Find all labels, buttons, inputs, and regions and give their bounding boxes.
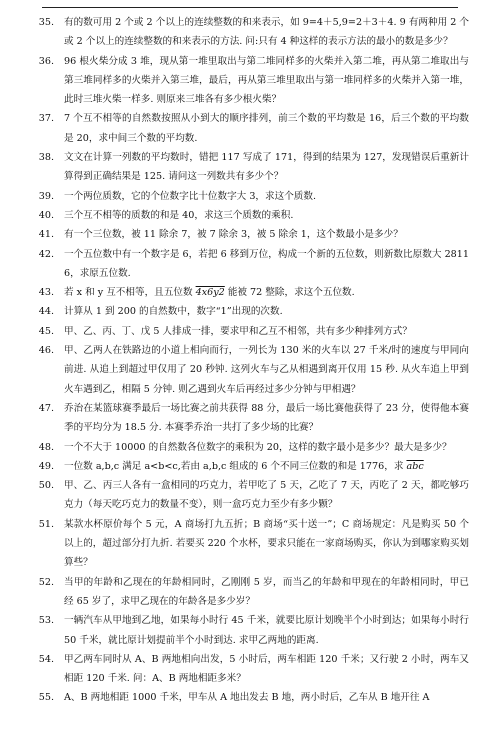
problem-number: 43. [38, 287, 54, 299]
problem-text: 计算从 1 到 200 的自然数中，数字“1”出现的次数. [64, 306, 283, 318]
problem-item [0, 225, 500, 244]
problem-item [0, 341, 500, 399]
problem-item [0, 650, 500, 689]
problem-item [0, 148, 500, 187]
problem-number: 51. [38, 518, 54, 530]
problem-text: 有的数可用 2 个或 2 个以上的连续整数的和来表示，如 9=4＋5,9=2＋3＋4. 9 有两种用 2 个或 2 个以上的连续整数的和来表示的方法. 问:只有 4 种这样的表示方法的最小的数是多少？ [64, 17, 469, 48]
problem-number: 55. [38, 692, 54, 704]
problem-number: 40. [38, 209, 54, 221]
top-rule [42, 7, 458, 8]
problem-item [0, 52, 500, 110]
problem-item [0, 515, 500, 573]
problem-text-after-formula: 能被 72 整除，求这个五位数. [224, 287, 355, 299]
problem-text: 一个五位数中有一个数字是 6，若把 6 移到万位，构成一个新的五位数，则新数比原数大 28116，求原五位数. [64, 248, 469, 279]
problem-number: 38. [38, 152, 54, 164]
problem-item [0, 322, 500, 341]
problem-item [0, 611, 500, 650]
problem-text: 一辆汽车从甲地到乙地，如果每小时行 45 千米，就要比原计划晚半个小时到达；如果每小时行 50 千米，就比原计划提前半个小时到达. 求甲乙两地的距离. [64, 615, 469, 646]
problem-text: 一个不大于 10000 的自然数各位数字的乘积为 20，这样的数字最小是多少？最大是多少？ [64, 441, 452, 453]
problem-number: 46. [38, 345, 54, 357]
problem-text: 96 根火柴分成 3 堆，现从第一堆里取出与第二堆同样多的火柴并入第二堆，再从第二堆取出与第三堆同样多的火柴并入第三堆，最后，再从第三堆里取出与第一堆同样多的火柴并入第一堆，此时三堆火柴一样多. 则原来三堆各有多少根火柴？ [64, 55, 469, 106]
problem-text: 甲、乙、丙、丁、戊 5 人排成一排，要求甲和乙互不相邻，共有多少种排列方式？ [64, 325, 412, 337]
problem-item [0, 688, 500, 707]
problem-item [0, 13, 500, 52]
problem-text: 甲乙两车同时从 A、B 两地相向出发，5 小时后，两车相距 120 千米；又行驶 2 小时，两车又相距 120 千米. 问：A、B 两地相距多米？ [64, 653, 469, 685]
problem-number: 35. [38, 17, 54, 28]
problem-text: 乔治在某篮球赛季最后一场比赛之前共获得 88 分，最后一场比赛他获得了 23 分，使得他本赛季的平均分为 18.5 分. 本赛季乔治一共打了多少场的比赛？ [64, 402, 469, 434]
problem-text: 某款水杯原价每个 5 元，A 商场打九五折；B 商场“买十送一”；C 商场规定：凡是购买 50 个以上的，超过部分打九折. 若要买 220 个水杯，要求只能在一家商场购买，你认为到哪家购买划算些？ [64, 518, 469, 569]
problem-number: 39. [38, 190, 54, 202]
problem-text: 7 个互不相等的自然数按照从小到大的顺序排列，前三个数的平均数是 16，后三个数的平均数是 20，求中间三个数的平均数. [64, 113, 469, 144]
problem-item [0, 399, 500, 438]
problem-number: 52. [38, 576, 54, 588]
problem-number: 54. [38, 653, 54, 665]
problem-text: A、B 两地相距 1000 千米，甲车从 A 地出发去 B 地，两小时后，乙车从 B 地开往 A [64, 692, 430, 704]
problem-number: 48. [38, 441, 54, 453]
problem-number: 36. [38, 55, 54, 67]
problem-text: 甲、乙、丙三人各有一盒相同的巧克力，若甲吃了 5 天，乙吃了 7 天，丙吃了 2 天，都吃够巧克力（每天吃巧克力的数量不变），则一盒巧克力至少有多少颗？ [64, 480, 469, 511]
problem-item [0, 109, 500, 148]
problem-item [0, 245, 500, 284]
problem-text [64, 283, 469, 302]
problem-number: 45. [38, 325, 54, 337]
overlined-number: 4x6y2 [195, 287, 225, 299]
problem-text: 当甲的年龄和乙现在的年龄相同时，乙刚刚 5 岁，而当乙的年龄和甲现在的年龄相同时，甲已经 65 岁了，求甲乙现在的年龄各是多少岁？ [64, 576, 469, 607]
problem-number: 42. [38, 248, 54, 260]
problem-number: 50. [38, 480, 54, 492]
problem-text: 三个互不相等的质数的和是 40，求这三个质数的乘积. [64, 209, 294, 221]
problem-list [0, 13, 500, 708]
problem-item [0, 438, 500, 457]
problem-text-before-formula: 若 x 和 y 互不相等，且五位数 [64, 287, 196, 299]
problem-text: 一个两位质数，它的个位数字比十位数字大 3，求这个质数. [64, 190, 317, 202]
problem-text: 甲、乙两人在铁路边的小道上相向而行，一列长为 130 米的火车以 27 千米/时的速度与甲同向前进. 从追上到超过甲仅用了 20 秒钟. 这列火车与乙从相遇到离开仅用 15 秒. 从火车追上甲到火车遇到乙，相隔 5 分钟. 则乙遇到火车后再经过多少分钟与甲相遇？ [64, 345, 469, 395]
problem-number: 53. [38, 615, 54, 627]
problem-item [0, 302, 500, 321]
problem-item [0, 573, 500, 612]
problem-text: 文文在计算一列数的平均数时，错把 117 写成了 171，得到的结果为 127，发现错误后重新计算得到正确结果是 125. 请问这一列数共有多少个？ [64, 152, 469, 183]
problem-number: 47. [38, 402, 54, 414]
problem-item [0, 187, 500, 206]
problem-item [0, 457, 500, 476]
problem-item [0, 283, 500, 302]
problem-number: 44. [38, 306, 54, 318]
problem-number: 41. [38, 229, 54, 241]
problem-item [0, 476, 500, 515]
problem-text [64, 457, 469, 476]
problem-number: 37. [38, 113, 54, 125]
problem-item [0, 206, 500, 225]
problem-text: 有一个三位数，被 11 除余 7，被 7 除余 3，被 5 除余 1，这个数最小是多少？ [64, 229, 403, 241]
problem-text-before-formula: 一位数 a,b,c 满足 a<b<c,若由 a,b,c 组成的 6 个不同三位数的和是 1776，求 [64, 460, 407, 472]
overlined-number: $\overline{abc}$ [406, 460, 424, 472]
problem-number: 49. [38, 460, 54, 472]
